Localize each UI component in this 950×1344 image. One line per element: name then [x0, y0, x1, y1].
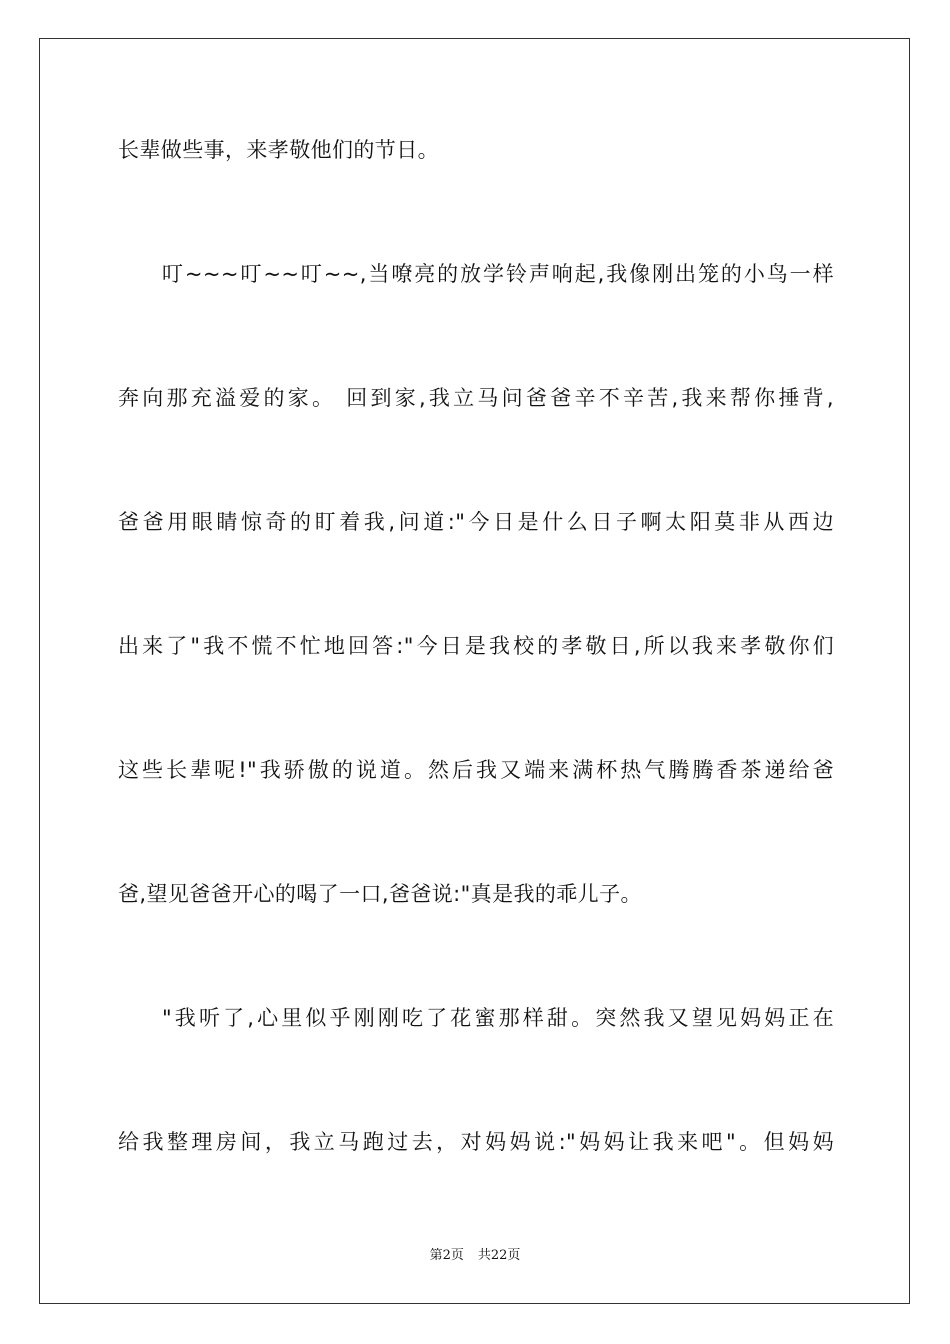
text-line-6: 这些长辈呢!"我骄傲的说道。然后我又端来满杯热气腾腾香茶递给爸 — [118, 758, 834, 782]
text-line-1: 长辈做些事，来孝敬他们的节日。 — [118, 138, 439, 162]
text-line-5: 出来了"我不慌不忙地回答:"今日是我校的孝敬日,所以我来孝敬你们 — [118, 634, 834, 658]
text-line-3: 奔向那充溢爱的家。 回到家,我立马问爸爸辛不辛苦,我来帮你捶背, — [118, 386, 834, 410]
text-line-2: 叮~~~叮~~叮~~,当嘹亮的放学铃声响起,我像刚出笼的小鸟一样 — [162, 262, 834, 286]
page-total: 共22页 — [477, 1248, 521, 1263]
text-line-8: "我听了,心里似乎刚刚吃了花蜜那样甜。突然我又望见妈妈正在 — [162, 1006, 834, 1030]
text-line-7: 爸,望见爸爸开心的喝了一口,爸爸说:"真是我的乖儿子。 — [118, 882, 642, 906]
text-line-4: 爸爸用眼睛惊奇的盯着我,问道:"今日是什么日子啊太阳莫非从西边 — [118, 510, 834, 534]
page-footer — [0, 1247, 950, 1265]
page-number: 第2页 — [429, 1248, 464, 1263]
page-border — [39, 38, 910, 1304]
text-line-9: 给我整理房间，我立马跑过去，对妈妈说:"妈妈让我来吧"。但妈妈 — [118, 1130, 834, 1154]
